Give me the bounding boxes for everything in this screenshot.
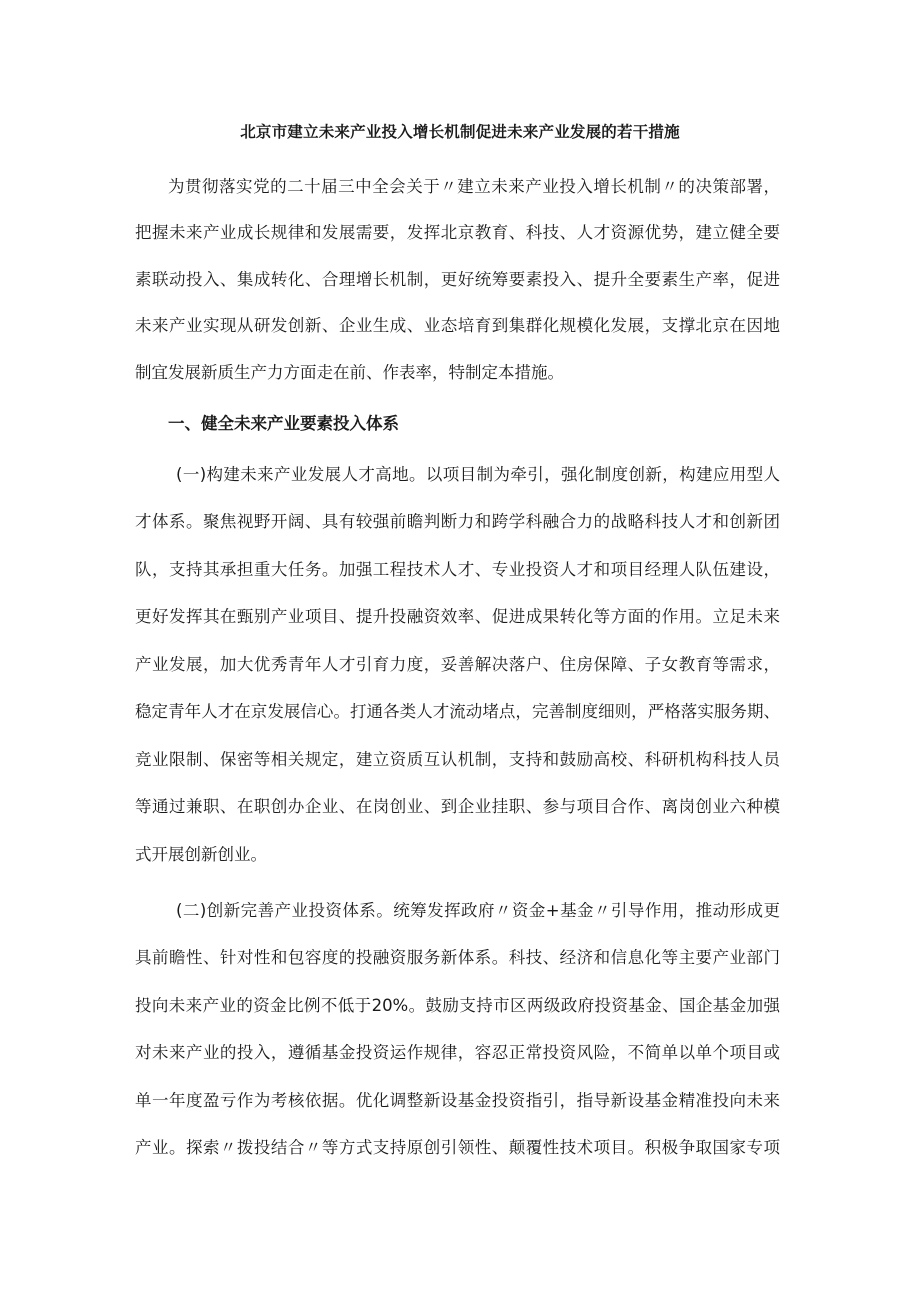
item1-line: 队，支持其承担重大任务。加强工程技术人才、专业投资人才和项目经理人队伍建设， — [135, 560, 780, 579]
intro-line: 为贯彻落实党的二十届三中全会关于〃建立未来产业投入增长机制〃的决策部署， — [168, 177, 780, 196]
item2-line: 产业。探索〃拨投结合〃等方式支持原创引领性、颠覆性技术项目。积极争取国家专项 — [135, 1138, 780, 1157]
item1-line: 才体系。聚焦视野开阔、具有较强前瞻判断力和跨学科融合力的战略科技人才和创新团 — [135, 512, 780, 531]
intro-line: 素联动投入、集成转化、合理增长机制，更好统筹要素投入、提升全要素生产率，促进 — [135, 270, 780, 289]
document-title: 北京市建立未来产业投入增长机制促进未来产业发展的若干措施 — [240, 123, 680, 141]
item2-line: 投向未来产业的资金比例不低于20%。鼓励支持市区两级政府投资基金、国企基金加强 — [135, 996, 780, 1015]
intro-line: 未来产业实现从研发创新、企业生成、业态培育到集群化规模化发展，支撑北京在因地 — [135, 316, 780, 335]
item1-line: 等通过兼职、在职创办企业、在岗创业、到企业挂职、参与项目合作、离岗创业六种模 — [135, 797, 780, 816]
intro-line: 制宜发展新质生产力方面走在前、作表率，特制定本措施。 — [135, 363, 564, 382]
item2-line: 对未来产业的投入，遵循基金投资运作规律，容忍正常投资风险，不简单以单个项目或 — [135, 1043, 780, 1062]
intro-line: 把握未来产业成长规律和发展需要，发挥北京教育、科技、人才资源优势，建立健全要 — [135, 223, 780, 242]
item1-line: 竞业限制、保密等相关规定，建立资质互认机制，支持和鼓励高校、科研机构科技人员 — [135, 750, 780, 769]
item1-line: 更好发挥其在甄别产业项目、提升投融资效率、促进成果转化等方面的作用。立足未来 — [135, 607, 780, 626]
item2-line: 单一年度盈亏作为考核依据。优化调整新设基金投资指引，指导新设基金精准投向未来 — [135, 1091, 780, 1110]
item1-line: 稳定青年人才在京发展信心。打通各类人才流动堵点，完善制度细则，严格落实服务期、 — [135, 702, 780, 721]
item2-line: 具前瞻性、针对性和包容度的投融资服务新体系。科技、经济和信息化等主要产业部门 — [135, 948, 780, 967]
item1-line: (一)构建未来产业发展人才高地。以项目制为牵引，强化制度创新，构建应用型人 — [176, 465, 780, 484]
item1-line: 产业发展，加大优秀青年人才引育力度，妥善解决落户、住房保障、子女教育等需求， — [135, 655, 780, 674]
section-heading: 一、健全未来产业要素投入体系 — [168, 414, 399, 433]
item2-line: (二)创新完善产业投资体系。统筹发挥政府〃资金+基金〃引导作用，推动形成更 — [176, 901, 780, 920]
item1-line: 式开展创新创业。 — [135, 845, 267, 864]
